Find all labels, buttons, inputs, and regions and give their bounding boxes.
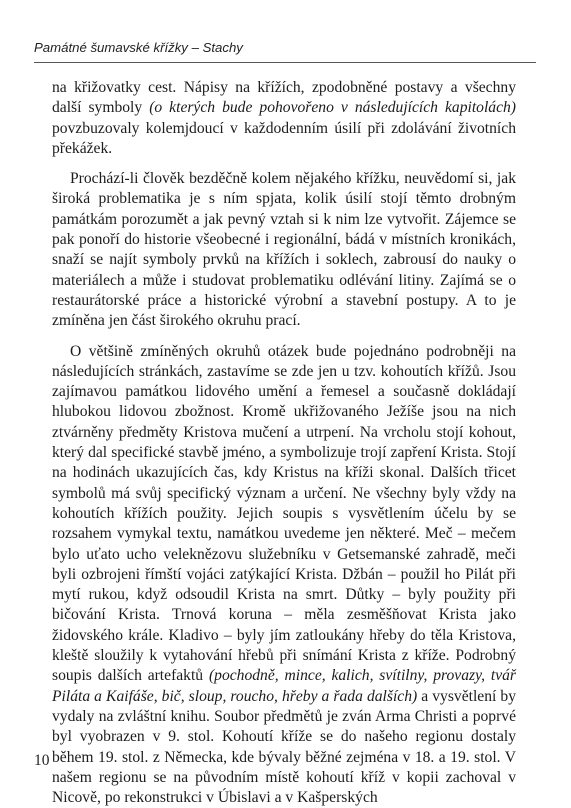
paragraph-3-text: O většině zmíněných okruhů otázek bude pojednáno podrobněji na následujících stránkách, zastavíme se zde jen u tzv. kohoutích křížů. Jsou zajímavou památkou lidového umění a řemesel a současně dokládají hlubokou lidovou zbožnost. Kromě ukřižovaného Ježíše jsou na nich ztvárněny předměty Kristova mučení a utrpení. Na vrcholu stojí kohout, který dal specifické stavbě jméno, a symbolizuje trojí zapření Krista. Stojí na hodinách ukazujících čas, kdy Kristus na kříži skonal. Dalších třicet symbolů má svůj specifický význam a určení. Ne všechny byly vždy na kohoutích křížích použity. Jejich soupis s vysvětlením účelu by se rozsahem vymykal textu, namátkou uvedeme jen některé. Meč – mečem bylo uťato ucho veleknězovu služebníku v Getsemanské zahradě, meči byli ozbrojeni římští vojáci zatýkající Krista. Džbán – použil ho Pilát při mytí rukou, když odsoudil Krista na smrt. Důtky – byly použity při bičování Krista. Trnová koruna – měla zesměšňovat Krista jako židovského krále. Kladivo – byly jím zatloukány hřeby do těla Kristova, kleště sloužily k vytahování hřebů při snímání Krista z kříže. Podrobný soupis dalších artefaktů bbox=[52, 342, 516, 685]
body-text bbox=[52, 78, 516, 808]
paragraph-2 bbox=[52, 169, 516, 331]
page-number: 10 bbox=[34, 752, 50, 769]
paragraph-3-italic-list: (pochodně, mince, kalich, svítilny, provazy, tvář Piláta a Kaifáše, bič, sloup, roucho, hřeby a řada dalších) bbox=[52, 667, 516, 705]
header-divider bbox=[34, 62, 536, 63]
paragraph-3 bbox=[52, 342, 516, 808]
running-header: Památné šumavské křížky – Stachy bbox=[34, 40, 243, 55]
paragraph-1-italic-text: (o kterých bude pohovořeno v následujících kapitolách) bbox=[149, 99, 516, 117]
paragraph-1 bbox=[52, 78, 516, 159]
paragraph-2-text: Prochází-li člověk bezděčně kolem nějakého křížku, neuvědomí si, jak široká problematika je s ním spjata, kolik úsilí stojí těmto drobným památkám porozumět a jak pevný vztah si k nim lze vytvořit. Zájemce se pak ponoří do historie všeobecné i regionální, bádá v místních kronikách, snaží se najít symboly prvků na křížích i soklech, zabrousí do nauky o materiálech a může i studovat problematiku odlévání litiny. Zajímá se o restaurátorské práce a historické výrobní a stavební postupy. A to je zmíněna jen část širokého okruhu prací. bbox=[52, 170, 516, 330]
paragraph-3-text-end: a vysvětlení by vydaly na zvláštní knihu. Soubor předmětů je zván Arma Christi a poprvé byl vyobrazen v 9. stol. Kohoutí kříže se do našeho regionu dostaly během 19. stol. z Německa, kde bývaly běžné zejména v 18. a 19. stol. V našem regionu se na původním místě kohoutí kříž v kopii zachoval v Nicově, po rekonstrukci v Úbislavi a v Kašperských bbox=[52, 687, 516, 807]
paragraph-1-text-end: povzbuzovaly kolemjdoucí v každodenním úsilí při zdolávání životních překážek. bbox=[52, 119, 516, 157]
paragraph-1-text: na křižovatky cest. Nápisy na křížích, zpodobněné postavy a všechny další symboly bbox=[52, 79, 516, 117]
